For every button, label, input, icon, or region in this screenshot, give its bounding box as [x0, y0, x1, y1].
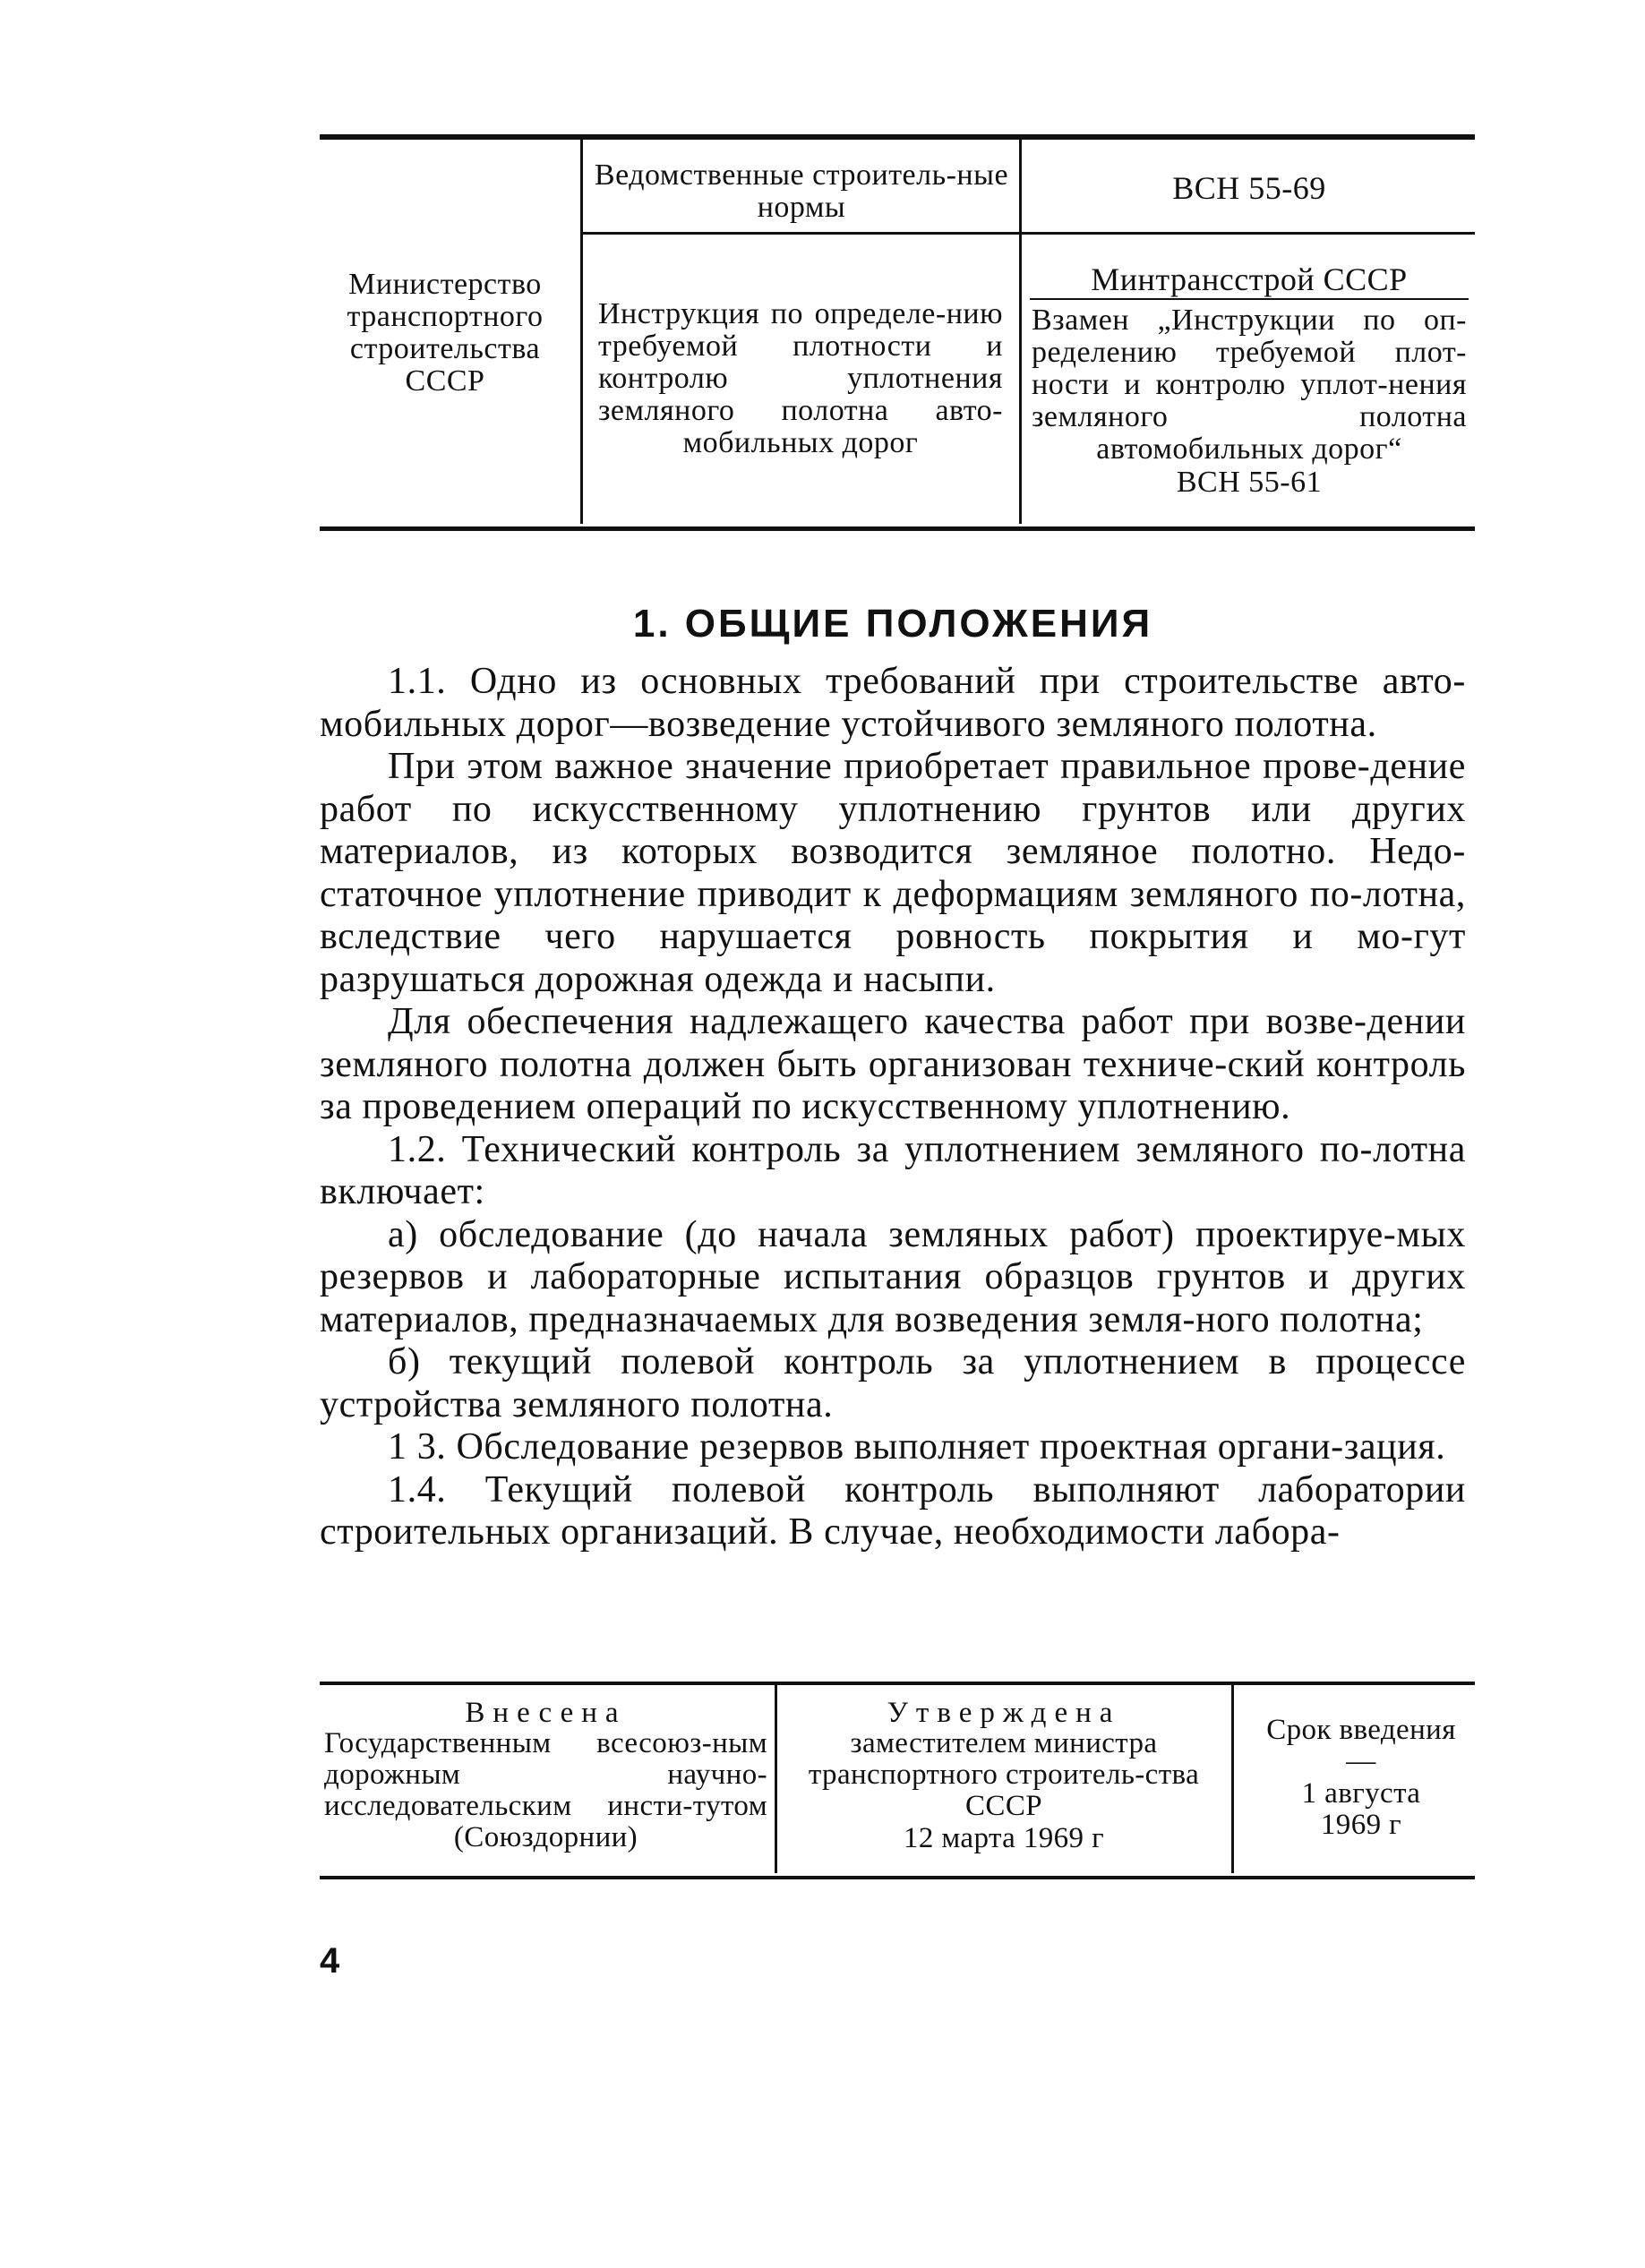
ministry-name: Министерство транспортного строительства СССР: [347, 268, 544, 398]
paragraph-1-3: 1 3. Обследование резервов выполняет проектная органи-зация.: [388, 1426, 1446, 1468]
document-code: ВСН 55-69: [1172, 170, 1326, 206]
header-top-rule: [320, 134, 1475, 140]
page-number: 4: [320, 1941, 340, 1981]
submitted-by: Государственным всесоюз-ным дорожным научно-исследовательским инсти-тутом (Союздорнии): [324, 1727, 767, 1853]
header-mid-rule-left: [582, 232, 1021, 235]
footer-divider-right: [1231, 1685, 1234, 1873]
paragraph-1-2: 1.2. Технический контроль за уплотнением земляного по-лотна включает:: [320, 1128, 1466, 1212]
approved-date: 12 марта 1969 г: [903, 1822, 1105, 1854]
header-divider-left: [580, 139, 583, 524]
header-divider-right: [1019, 139, 1022, 524]
header-bottom-rule: [320, 526, 1475, 531]
paragraph-item-b: б) текущий полевой контроль за уплотнением в процессе устройства земляного полотна.: [320, 1341, 1466, 1425]
paragraph-item-a: а) обследование (до начала земляных работ) проектируе-мых резервов и лабораторные испытания образцов грунтов и других материалов, предназначаемых для возведения земля-ного полотна;: [320, 1213, 1466, 1340]
section-body: [320, 661, 1466, 1554]
paragraph-1-1: 1.1. Одно из основных требований при строительстве авто-мобильных дорог—возведение устойчивого земляного полотна.: [320, 661, 1466, 745]
footer-bottom-rule: [320, 1876, 1475, 1879]
footer-top-rule: [320, 1682, 1475, 1685]
submitted-label: Внесена: [465, 1697, 627, 1729]
issuing-body-underline: [1030, 298, 1469, 300]
replaces-note: Взамен „Инструкции по оп-ределению требуемой плот-ности и контролю уплот-нения земляного полотна автомобильных дорог“: [1032, 304, 1467, 466]
approved-label: Утверждена: [887, 1697, 1121, 1729]
footer-divider-left: [775, 1685, 777, 1873]
instruction-title: Инструкция по определе-нию требуемой плотности и контролю уплотнения земляного полотна авто-мобильных дорог: [598, 297, 1003, 459]
section-title: 1. ОБЩИЕ ПОЛОЖЕНИЯ: [632, 602, 1153, 646]
paragraph-1-4: 1.4. Текущий полевой контроль выполняют лаборатории строительных организаций. В случае, необходимости лабора-: [320, 1468, 1466, 1553]
effective-label: Срок введения —: [1266, 1714, 1456, 1777]
paragraph-quality: Для обеспечения надлежащего качества работ при возве-дении земляного полотна должен быть организован техниче-ский контроль за проведением операций по искусственному уплотнению.: [320, 1001, 1466, 1127]
approved-by: заместителем министра транспортного строитель-ства СССР: [808, 1727, 1200, 1822]
replaces-code: ВСН 55-61: [1176, 466, 1323, 499]
paragraph-importance: При этом важное значение приобретает правильное прове-дение работ по искусственному уплотнению грунтов или других материалов, из которых возводится земляное полотно. Недо-статочное уплотнение приводит к деформациям земляного по-лотна, вследствие чего нарушается ровность покрытия и мо-гут разрушаться дорожная одежда и насыпи.: [320, 746, 1466, 1000]
header-mid-rule-right: [1021, 232, 1475, 235]
issuing-body: Минтрансстрой СССР: [1091, 261, 1408, 297]
effective-date: 1 августа 1969 г: [1301, 1777, 1421, 1841]
norms-type: Ведомственные строитель-ные нормы: [594, 158, 1009, 224]
